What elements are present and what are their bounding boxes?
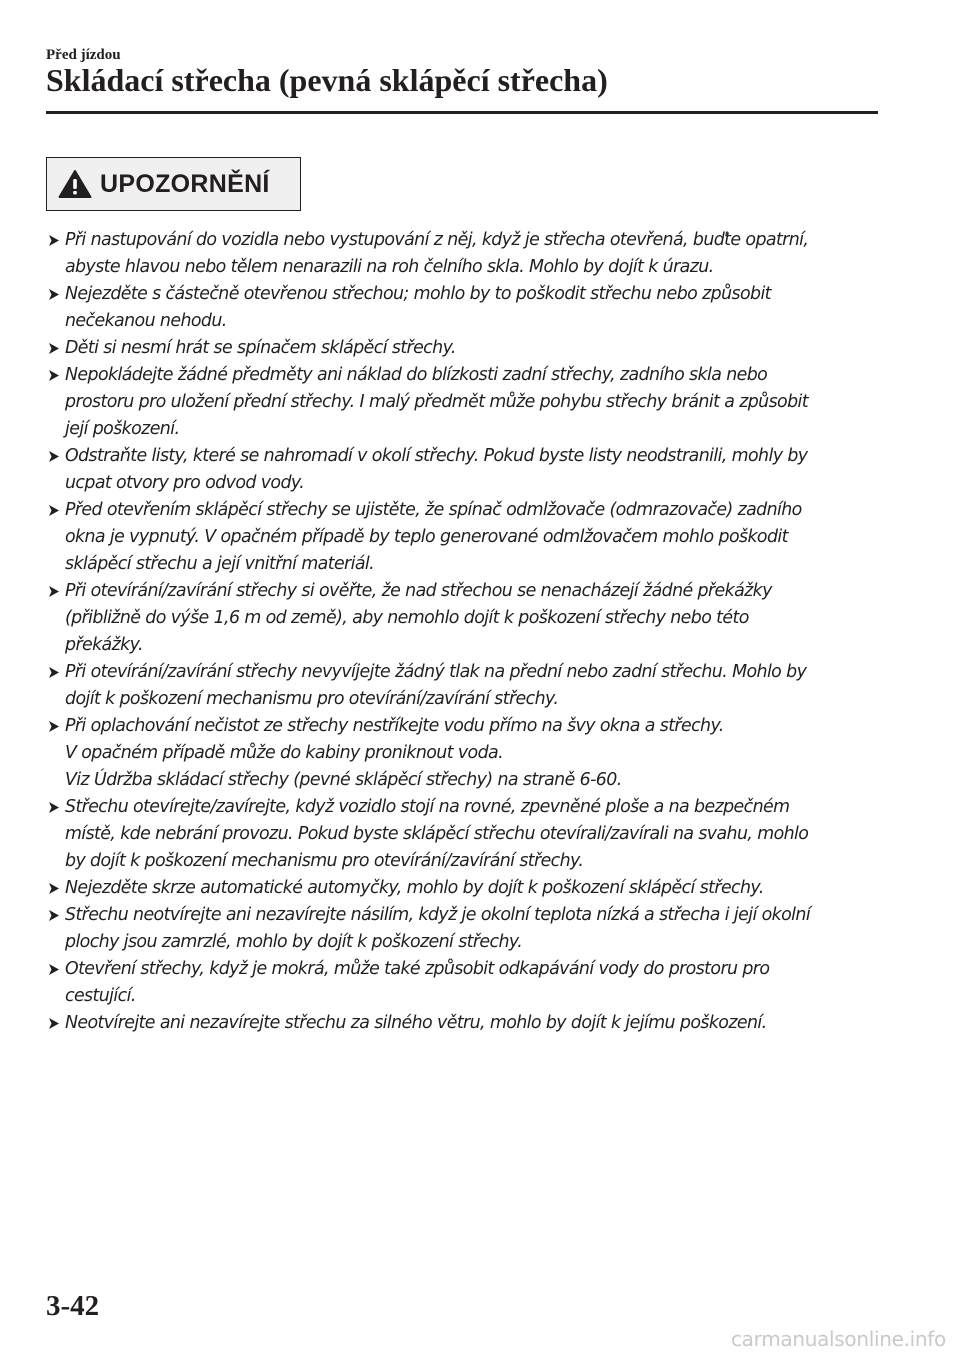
arrow-bullet-icon — [48, 720, 60, 733]
warning-text: Při oplachování nečistot ze střechy nestříkejte vodu přímo na švy okna a střechy. V opačném případě může do kabiny proniknout voda. Viz Údržba skládací střechy (pevné sklápěcí střechy) na straně 6-60. — [65, 716, 724, 790]
warning-item — [46, 335, 878, 362]
warning-text: Nepokládejte žádné předměty ani náklad do blízkosti zadní střechy, zadního skla nebo prostoru pro uložení přední střechy. I malý předmět může pohybu střechy bránit a způsobit její poškození. — [65, 365, 808, 439]
page-title: Skládací střecha (pevná sklápěcí střecha) — [46, 62, 608, 98]
warning-item — [46, 227, 878, 281]
warning-item — [46, 713, 878, 794]
arrow-bullet-icon — [48, 585, 60, 598]
arrow-bullet-icon — [48, 288, 60, 301]
warning-triangle-icon — [58, 169, 92, 199]
arrow-bullet-icon — [48, 963, 60, 976]
warning-item — [46, 956, 878, 1010]
warning-text: Před otevřením sklápěcí střechy se ujistěte, že spínač odmlžovače (odmrazovače) zadního okna je vypnutý. V opačném případě by teplo generované odmlžovačem mohlo poškodit sklápěcí střechu a její vnitřní materiál. — [65, 500, 802, 574]
warning-item — [46, 443, 878, 497]
arrow-bullet-icon — [48, 1017, 60, 1030]
caution-box — [46, 157, 301, 211]
warning-text: Otevření střechy, když je mokrá, může také způsobit odkapávání vody do prostoru pro cestující. — [65, 959, 770, 1006]
warning-item — [46, 362, 878, 443]
arrow-bullet-icon — [48, 801, 60, 814]
warning-text: Při otevírání/zavírání střechy si ověřte, že nad střechou se nenacházejí žádné překážky (přibližně do výše 1,6 m od země), aby nemohlo dojít k poškození střechy nebo této překážky. — [65, 581, 772, 655]
title-divider — [46, 111, 878, 114]
warning-item — [46, 281, 878, 335]
warning-item — [46, 794, 878, 875]
arrow-bullet-icon — [48, 882, 60, 895]
section-label: Před jízdou — [46, 47, 121, 63]
warning-text: Střechu otevírejte/zavírejte, když vozidlo stojí na rovné, zpevněné ploše a na bezpečném místě, kde nebrání provozu. Pokud byste sklápěcí střechu otevírali/zavírali na svahu, mohlo by dojít k poškození mechanismu pro otevírání/zavírání střechy. — [65, 797, 809, 871]
warning-text: Nejezděte s částečně otevřenou střechou; mohlo by to poškodit střechu nebo způsobit nečekanou nehodu. — [65, 284, 771, 331]
caution-label: UPOZORNĚNÍ — [100, 169, 270, 198]
arrow-bullet-icon — [48, 234, 60, 247]
arrow-bullet-icon — [48, 450, 60, 463]
warning-item — [46, 497, 878, 578]
warning-item — [46, 1010, 878, 1037]
warning-text: Při otevírání/zavírání střechy nevyvíjejte žádný tlak na přední nebo zadní střechu. Mohlo by dojít k poškození mechanismu pro otevírání/zavírání střechy. — [65, 662, 807, 709]
warning-text: Neotvírejte ani nezavírejte střechu za silného větru, mohlo by dojít k jejímu poškození. — [65, 1013, 767, 1033]
warning-item — [46, 875, 878, 902]
warning-text: Střechu neotvírejte ani nezavírejte násilím, když je okolní teplota nízká a střecha i její okolní plochy jsou zamrzlé, mohlo by dojít k poškození střechy. — [65, 905, 811, 952]
warning-item — [46, 659, 878, 713]
arrow-bullet-icon — [48, 909, 60, 922]
arrow-bullet-icon — [48, 342, 60, 355]
watermark: carmanualsonline.info — [730, 1327, 946, 1351]
warning-item — [46, 902, 878, 956]
warning-text: Děti si nesmí hrát se spínačem sklápěcí střechy. — [65, 338, 456, 358]
warning-text: Při nastupování do vozidla nebo vystupování z něj, když je střecha otevřená, buďte opatrní, abyste hlavou nebo tělem nenarazili na roh čelního skla. Mohlo by dojít k úrazu. — [65, 230, 809, 277]
arrow-bullet-icon — [48, 666, 60, 679]
warning-item — [46, 578, 878, 659]
page-number: 3-42 — [46, 1290, 100, 1322]
arrow-bullet-icon — [48, 504, 60, 517]
warning-list — [46, 227, 878, 1037]
warning-text: Nejezděte skrze automatické automyčky, mohlo by dojít k poškození sklápěcí střechy. — [65, 878, 764, 898]
arrow-bullet-icon — [48, 369, 60, 382]
warning-text: Odstraňte listy, které se nahromadí v okolí střechy. Pokud byste listy neodstranili, mohly by ucpat otvory pro odvod vody. — [65, 446, 808, 493]
